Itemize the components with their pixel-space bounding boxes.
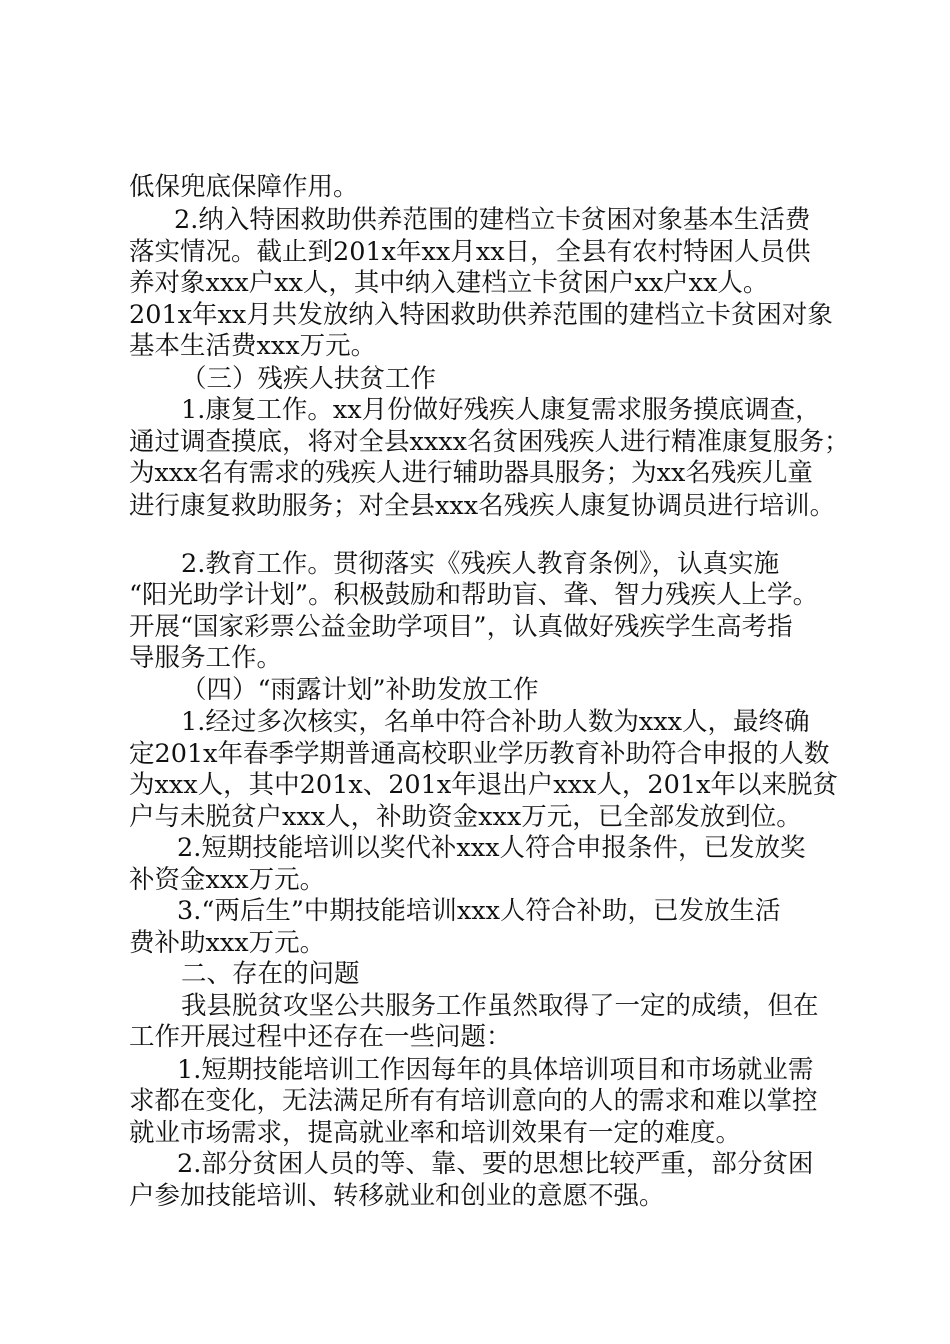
text-line: 落实情况。截止到201x年xx月xx日，全县有农村特困人员供 (129, 237, 811, 267)
text-line: 2.部分贫困人员的等、靠、要的思想比较严重，部分贫困 (177, 1149, 814, 1179)
text-line: 201x年xx月共发放纳入特困救助供养范围的建档立卡贫困对象 (129, 300, 833, 330)
text-line: 工作开展过程中还存在一些问题： (129, 1022, 512, 1052)
text-line: 户参加技能培训、转移就业和创业的意愿不强。 (129, 1181, 665, 1211)
text-line: 1.短期技能培训工作因每年的具体培训项目和市场就业需 (177, 1055, 814, 1085)
text-line: 2.纳入特困救助供养范围的建档立卡贫困对象基本生活费 (174, 205, 811, 235)
text-line: 我县脱贫攻坚公共服务工作虽然取得了一定的成绩，但在 (181, 991, 819, 1021)
text-line: 2.短期技能培训以奖代补xxx人符合申报条件，已发放奖 (177, 833, 806, 863)
text-line: 基本生活费xxx万元。 (129, 331, 377, 361)
section-heading: （四）“雨露计划”补助发放工作 (181, 675, 539, 705)
text-line: 养对象xxx户xx人，其中纳入建档立卡贫困户xx户xx人。 (129, 268, 769, 298)
section-heading: （三）残疾人扶贫工作 (181, 364, 437, 394)
text-line: 户与未脱贫户xxx人，补助资金xxx万元，已全部发放到位。 (129, 802, 802, 832)
section-heading: 二、存在的问题 (181, 959, 360, 989)
text-line: 为xxx人，其中201x、201x年退出户xxx人，201x年以来脱贫 (129, 770, 838, 800)
text-line: 求都在变化，无法满足所有有培训意向的人的需求和难以掌控 (129, 1086, 818, 1116)
text-line: 2.教育工作。贯彻落实《残疾人教育条例》，认真实施 (181, 549, 780, 579)
text-line: 1.经过多次核实，名单中符合补助人数为xxx人，最终确 (181, 707, 810, 737)
text-line: 低保兜底保障作用。 (129, 172, 359, 202)
text-line: 开展“国家彩票公益金助学项目”，认真做好残疾学生高考指 (129, 612, 793, 642)
text-line: 导服务工作。 (129, 643, 283, 673)
text-line: “阳光助学计划”。积极鼓励和帮助盲、聋、智力残疾人上学。 (129, 580, 819, 610)
text-line: 通过调查摸底，将对全县xxxx名贫困残疾人进行精准康复服务； (129, 427, 850, 457)
text-line: 为xxx名有需求的残疾人进行辅助器具服务；为xx名残疾儿童 (129, 458, 813, 488)
text-line: 进行康复救助服务；对全县xxx名残疾人康复协调员进行培训。 (129, 491, 836, 521)
text-line: 费补助xxx万元。 (129, 928, 326, 958)
text-line: 就业市场需求，提高就业率和培训效果有一定的难度。 (129, 1118, 742, 1148)
text-line: 1.康复工作。xx月份做好残疾人康复需求服务摸底调查， (181, 395, 821, 425)
text-line: 补资金xxx万元。 (129, 865, 326, 895)
text-line: 定201x年春季学期普通高校职业学历教育补助符合申报的人数 (129, 739, 830, 769)
text-line: 3.“两后生”中期技能培训xxx人符合补助，已发放生活 (177, 896, 781, 926)
